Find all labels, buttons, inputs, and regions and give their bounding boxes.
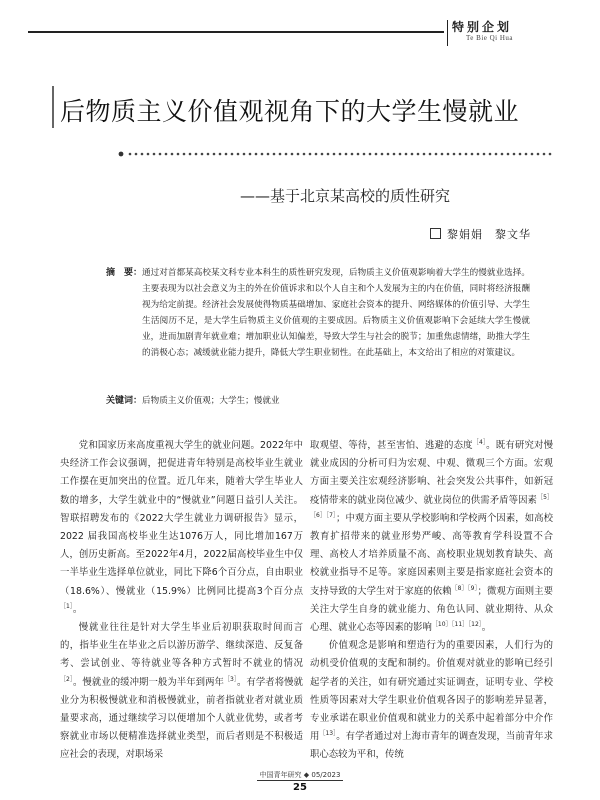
divider-dot bbox=[129, 153, 132, 156]
divider-dot bbox=[321, 153, 324, 156]
divider-dot bbox=[159, 153, 162, 156]
divider-dot bbox=[393, 153, 396, 156]
divider-dot bbox=[195, 153, 198, 156]
citation: ［1］ bbox=[60, 602, 73, 610]
divider-dot bbox=[453, 153, 456, 156]
journal-footer: 中国青年研究 ◆ 05/2023 bbox=[259, 771, 341, 779]
body-column-right bbox=[310, 437, 553, 765]
divider-dot bbox=[477, 153, 480, 156]
citation: ［3］ bbox=[223, 675, 237, 683]
paragraph: 价值观念是影响和塑造行为的重要因素，人们行为的动机受价值观的支配和制约。价值观对就业的影响已经引起学者的关注，如有研究通过实证调查，证明专业、学校性质等因素对大学生职业价值观各因子的影响差异显著，专业承诺在职业价值观和就业力的关系中起着部分中介作用$^{[13]}$。有学者通过对上海市青年的调查发现，当前青年求职心态较为平和，传统 bbox=[310, 640, 553, 761]
divider-dot bbox=[291, 153, 294, 156]
divider-dot bbox=[135, 153, 138, 156]
divider-dot bbox=[549, 153, 552, 156]
abstract-text: 通过对首都某高校某文科专业本科生的质性研究发现，后物质主义价值观影响着大学生的慢就业选择。主要表现为以社会意义为主的外在价值诉求和以个人自主和个人发展为主的内在价值，同时将经济报酬视为给定前提。经济社会发展使得物质基础增加、家庭社会资本的提升、网络媒体的价值引导、大学生生活阅历不足，是大学生后物质主义价值观的主要成因。后物质主义价值观影响下会延续大学生慢就业，进而加剧青年就业难；增加职业认知偏差，导致大学生与社会的脱节；加重焦虑情绪，助推大学生的消极心态；减缓就业能力提升，降低大学生职业韧性。在此基础上，本文给出了相应的对策建议。 bbox=[142, 268, 530, 358]
divider-dot bbox=[327, 153, 330, 156]
divider-dot bbox=[201, 153, 204, 156]
paragraph: 取观望、等待，甚至害怕、逃避的态度$^{[4]}$。既有研究对慢就业成因的分析可归为宏观、中观、微观三个方面。宏观方面主要关注宏观经济影响、社会突发公共事件，如新冠疫情带来的就业岗位减少、就业岗位的供需矛盾等因素$^{[5][6][7]}$；中观方面主要从学校影响和学校两个因素，如高校教育扩招带来的就业形势严峻、高等教育学科设置不合理、高校人才培养质量不高、高校职业规划教育缺失、高校就业指导不足等。家庭因素则主要是指家庭社会资本的支持导致的大学生对于家庭的依赖$^{[8][9]}$；微观方面则主要关注大学生自身的就业能力、角色认同、就业期待、从众心理、就业心态等因素的影响$^{[10][11][12]}$。 bbox=[310, 439, 553, 634]
divider-dot bbox=[375, 153, 378, 156]
divider-dot bbox=[231, 153, 234, 156]
divider-dot bbox=[387, 153, 390, 156]
divider-dot bbox=[405, 153, 408, 156]
citation: ［8］［9］ bbox=[451, 584, 478, 592]
divider-dot bbox=[447, 153, 450, 156]
divider-dot bbox=[177, 153, 180, 156]
divider-dot bbox=[435, 153, 438, 156]
divider-dot bbox=[303, 153, 306, 156]
article-subtitle: ——基于北京某高校的质性研究 bbox=[240, 187, 451, 205]
divider-dot bbox=[153, 153, 156, 156]
divider-dot bbox=[513, 153, 516, 156]
divider-dot bbox=[357, 153, 360, 156]
page-number: 25 bbox=[293, 782, 307, 793]
divider-dot bbox=[339, 153, 342, 156]
divider-dot bbox=[243, 153, 246, 156]
author-names: 黎娟娟 黎文华 bbox=[447, 228, 531, 241]
divider-dot bbox=[465, 153, 468, 156]
divider-dot bbox=[423, 153, 426, 156]
divider-dot bbox=[255, 153, 258, 156]
divider-dot bbox=[171, 153, 174, 156]
divider-dot bbox=[147, 153, 150, 156]
abstract-block bbox=[106, 265, 530, 391]
dot-row bbox=[129, 153, 552, 156]
footer-rule bbox=[257, 780, 343, 781]
title-accent-bar bbox=[52, 86, 54, 128]
citation: ［13］ bbox=[319, 730, 337, 738]
divider-dot bbox=[537, 153, 540, 156]
citation: ［2］ bbox=[60, 675, 73, 683]
divider-dot bbox=[279, 153, 282, 156]
divider-dot bbox=[213, 153, 216, 156]
keywords-label: 关键词： bbox=[106, 396, 143, 406]
paragraph: 党和国家历来高度重视大学生的就业问题。2022年中央经济工作会议强调，把促进青年特别是高校毕业生就业工作摆在更加突出的位置。近几年来，随着大学生毕业人数的增多，大学生就业中的“慢就业”问题日益引人关注。智联招聘发布的《2022大学生就业力调研报告》显示，2022 届我国高校毕业生达1076万人，同比增加167万人，创历史新高。至2022年4月，2022届高校毕业生中仅一半毕业生选择单位就业，同比下降6个百分点，自由职业（18.6%）、慢就业（15.9%）比例同比提高3个百分点$^{[1]}$。 bbox=[60, 440, 303, 615]
divider-dot bbox=[519, 153, 522, 156]
divider-dot bbox=[219, 153, 222, 156]
divider-dot bbox=[495, 153, 498, 156]
divider-dot bbox=[285, 153, 288, 156]
divider-dot bbox=[525, 153, 528, 156]
article-title: 后物质主义价值观视角下的大学生慢就业 bbox=[60, 97, 520, 126]
divider-dot bbox=[381, 153, 384, 156]
author-line bbox=[430, 226, 531, 242]
paragraph: 慢就业往往是针对大学生毕业后初职获取时间而言的，指毕业生在毕业之后以游历游学、继续深造、反复备考、尝试创业、等待就业等各种方式暂时不就业的情况$^{[2]}$。慢就业的缓冲期一般为半年到两年$^{[3]}$。有学者将慢就业分为积极慢就业和消极慢就业，前者指就业者对就业质量要求高，通过继续学习以便增加个人就业优势，或者考察就业市场以便精准选择就业类型，而后者则是不积极适应社会的表现，对职场采 bbox=[60, 622, 303, 761]
divider-dot bbox=[351, 153, 354, 156]
citation: ［10］［11］［12］ bbox=[431, 621, 482, 629]
divider-dot bbox=[207, 153, 210, 156]
divider-dot bbox=[531, 153, 534, 156]
divider-dot bbox=[507, 153, 510, 156]
dotted-divider bbox=[118, 151, 558, 157]
divider-dot bbox=[501, 153, 504, 156]
divider-dot bbox=[309, 153, 312, 156]
divider-dot bbox=[225, 153, 228, 156]
divider-dot bbox=[345, 153, 348, 156]
divider-dot bbox=[363, 153, 366, 156]
divider-dot bbox=[297, 153, 300, 156]
keywords-block bbox=[106, 393, 530, 409]
section-title: 特别企划 bbox=[452, 20, 513, 34]
divider-dot bbox=[441, 153, 444, 156]
divider-dot bbox=[429, 153, 432, 156]
author-box-icon bbox=[430, 228, 441, 239]
divider-dot bbox=[237, 153, 240, 156]
divider-dot bbox=[165, 153, 168, 156]
divider-dot bbox=[543, 153, 546, 156]
citation: ［4］ bbox=[472, 439, 487, 446]
divider-dot bbox=[141, 153, 144, 156]
divider-dot bbox=[417, 153, 420, 156]
citation: ［5］［6］［7］ bbox=[310, 493, 553, 519]
divider-dot bbox=[411, 153, 414, 156]
divider-dot bbox=[315, 153, 318, 156]
divider-dot bbox=[483, 153, 486, 156]
abstract-label: 摘 要： bbox=[106, 268, 143, 278]
divider-dot bbox=[183, 153, 186, 156]
divider-dot bbox=[399, 153, 402, 156]
divider-dot bbox=[249, 153, 252, 156]
journal-header bbox=[0, 18, 600, 42]
divider-dot bbox=[189, 153, 192, 156]
header-divider bbox=[447, 20, 448, 46]
divider-dot bbox=[459, 153, 462, 156]
divider-dot bbox=[369, 153, 372, 156]
header-rule bbox=[28, 31, 444, 33]
body-column-left bbox=[60, 437, 303, 765]
divider-dot bbox=[267, 153, 270, 156]
divider-dot bbox=[333, 153, 336, 156]
divider-dot bbox=[489, 153, 492, 156]
keywords-text: 后物质主义价值观；大学生；慢就业 bbox=[142, 396, 280, 406]
divider-dot bbox=[261, 153, 264, 156]
divider-dot bbox=[471, 153, 474, 156]
divider-dot bbox=[273, 153, 276, 156]
section-pinyin: Te Bie Qi Hua bbox=[466, 34, 514, 42]
